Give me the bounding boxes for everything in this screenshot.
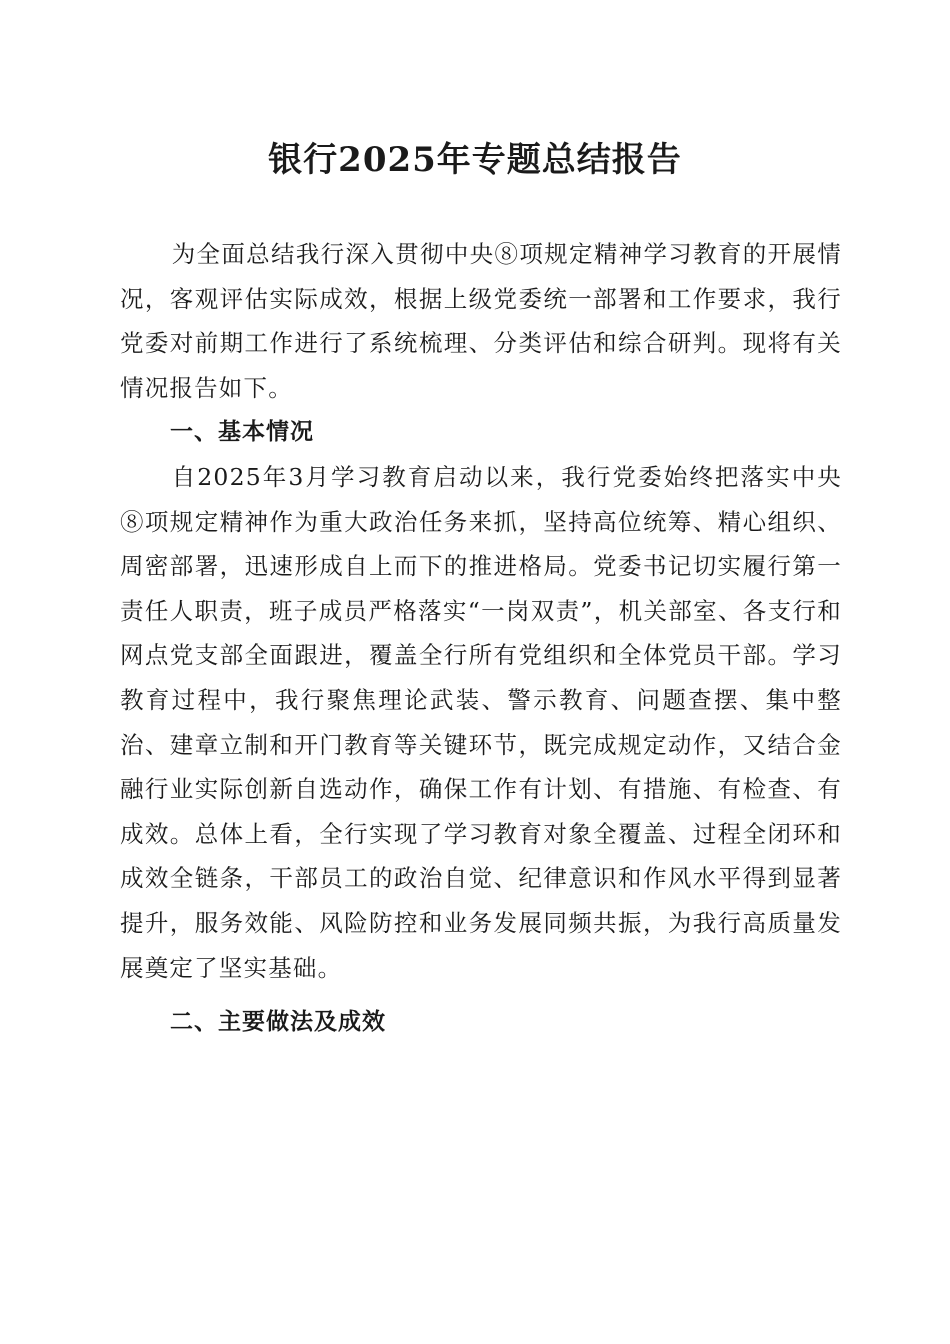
section-heading-basic-situation: 一、基本情况 xyxy=(170,419,314,446)
basic-situation-paragraph: 自2025年3月学习教育启动以来，我行党委始终把落实中央⑧项规定精神作为重大政治任务来抓，坚持高位统筹、精心组织、周密部署，迅速形成自上而下的推进格局。党委书记切实履行第一责任人职责，班子成员严格落实“一岗双责”，机关部室、各支行和网点党支部全面跟进，覆盖全行所有党组织和全体党员干部。学习教育过程中，我行聚焦理论武装、警示教育、问题查摆、集中整治、建章立制和开门教育等关键环节，既完成规定动作，又结合金融行业实际创新自选动作，确保工作有计划、有措施、有检查、有成效。总体上看，全行实现了学习教育对象全覆盖、过程全闭环和成效全链条，干部员工的政治自觉、纪律意识和作风水平得到显著提升，服务效能、风险防控和业务发展同频共振，为我行高质量发展奠定了坚实基础。 xyxy=(120,462,842,982)
intro-paragraph: 为全面总结我行深入贯彻中央⑧项规定精神学习教育的开展情况，客观评估实际成效，根据上级党委统一部署和工作要求，我行党委对前期工作进行了系统梳理、分类评估和综合研判。现将有关情况报告如下。 xyxy=(120,240,842,402)
section-heading-main-practices: 二、主要做法及成效 xyxy=(170,1009,386,1036)
document-title: 银行2025年专题总结报告 xyxy=(268,140,682,180)
document-body xyxy=(120,232,842,1045)
